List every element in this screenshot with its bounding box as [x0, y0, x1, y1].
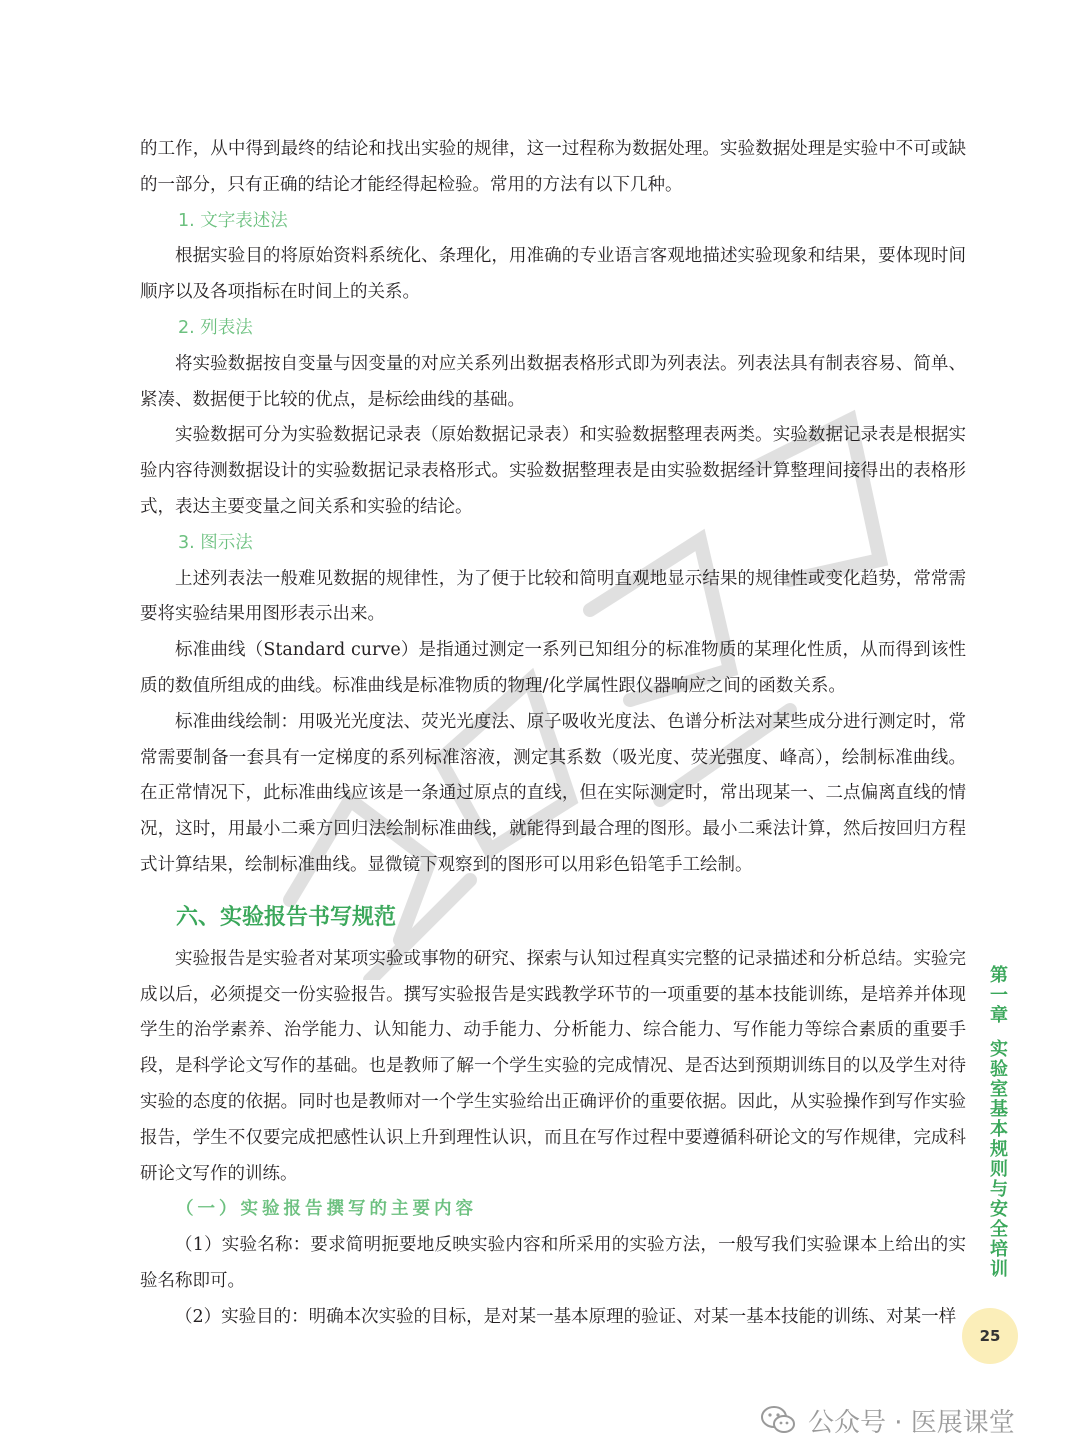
paragraph-graph-method-1: 上述列表法一般难见数据的规律性，为了便于比较和简明直观地显示结果的规律性或变化趋势，常常需要将实验结果用图形表示出来。	[140, 568, 966, 625]
subsection-title-report-content: （一）实验报告撰写的主要内容	[176, 1199, 477, 1220]
chapter-side-tab	[982, 965, 1012, 1279]
heading-text-description-method: 1. 文字表述法	[178, 210, 288, 231]
list-item-experiment-name: （1）实验名称：要求简明扼要地反映实验内容和所采用的实验方法，一般写我们实验课本上给出的实验名称即可。	[140, 1235, 966, 1291]
paragraph-standard-curve-drawing: 标准曲线绘制：用吸光光度法、荧光光度法、原子吸收光度法、色谱分析法对某些成分进行测定时，常常需要制备一套具有一定梯度的系列标准溶液，测定其系数（吸光度、荧光强度、峰高），绘制标准曲线。在正常情况下，此标准曲线应该是一条通过原点的直线，但在实际测定时，常出现某一、二点偏离直线的情况，这时，用最小二乘方回归法绘制标准曲线，就能得到最合理的图形。最小二乘法计算，然后按回归方程式计算结果，绘制标准曲线。显微镜下观察到的图形可以用彩色铅笔手工绘制。	[140, 711, 966, 875]
account-badge	[760, 1398, 1015, 1442]
paragraph-intro: 的工作，从中得到最终的结论和找出实验的规律，这一过程称为数据处理。实验数据处理是实验中不可或缺的一部分，只有正确的结论才能经得起检验。常用的方法有以下几种。	[140, 139, 966, 195]
paragraph-standard-curve: 标准曲线（Standard curve）是指通过测定一系列已知组分的标准物质的某理化性质，从而得到该性质的数值所组成的曲线。标准曲线是标准物质的物理/化学属性跟仪器响应之间的函数关系。	[140, 640, 966, 696]
section-title-report-norms: 六、实验报告书写规范	[176, 904, 397, 930]
heading-graph-method: 3. 图示法	[178, 532, 253, 553]
chapter-title: 实验室基本规则与安全培训	[987, 1039, 1008, 1279]
heading-table-method: 2. 列表法	[178, 317, 253, 338]
wechat-icon	[760, 1404, 796, 1436]
paragraph-text-method: 根据实验目的将原始资料系统化、条理化，用准确的专业语言客观地描述实验现象和结果，要体现时间顺序以及各项指标在时间上的关系。	[140, 246, 966, 303]
paragraph-report-intro: 实验报告是实验者对某项实验或事物的研究、探索与认知过程真实完整的记录描述和分析总结。实验完成以后，必须提交一份实验报告。撰写实验报告是实践教学环节的一项重要的基本技能训练，是培养并体现学生的治学素养、治学能力、认知能力、动手能力、分析能力、综合能力、写作能力等综合素质的重要手段，是科学论文写作的基础。也是教师了解一个学生实验的完成情况、是否达到预期训练目的以及学生对待实验的态度的依据。同时也是教师对一个学生实验给出正确评价的重要依据。因此，从实验操作到写作实验报告，学生不仅要完成把感性认识上升到理性认识，而且在写作过程中要遵循科研论文的写作规律，完成科研论文写作的训练。	[140, 948, 966, 1184]
list-item-experiment-purpose: （2）实验目的：明确本次实验的目标，是对某一基本原理的验证、对某一基本技能的训练、对某一样	[175, 1306, 957, 1327]
page-number: 25	[962, 1308, 1018, 1364]
main-content	[140, 132, 966, 1336]
account-name: 公众号 · 医展课堂	[808, 1407, 1015, 1438]
paragraph-table-method-2: 实验数据可分为实验数据记录表（原始数据记录表）和实验数据整理表两类。实验数据记录表是根据实验内容待测数据设计的实验数据记录表格形式。实验数据整理表是由实验数据经计算整理间接得出的表格形式，表达主要变量之间关系和实验的结论。	[140, 425, 966, 517]
chapter-number: 第一章	[987, 965, 1008, 1025]
paragraph-table-method-1: 将实验数据按自变量与因变量的对应关系列出数据表格形式即为列表法。列表法具有制表容易、简单、紧凑、数据便于比较的优点，是标绘曲线的基础。	[140, 353, 966, 410]
